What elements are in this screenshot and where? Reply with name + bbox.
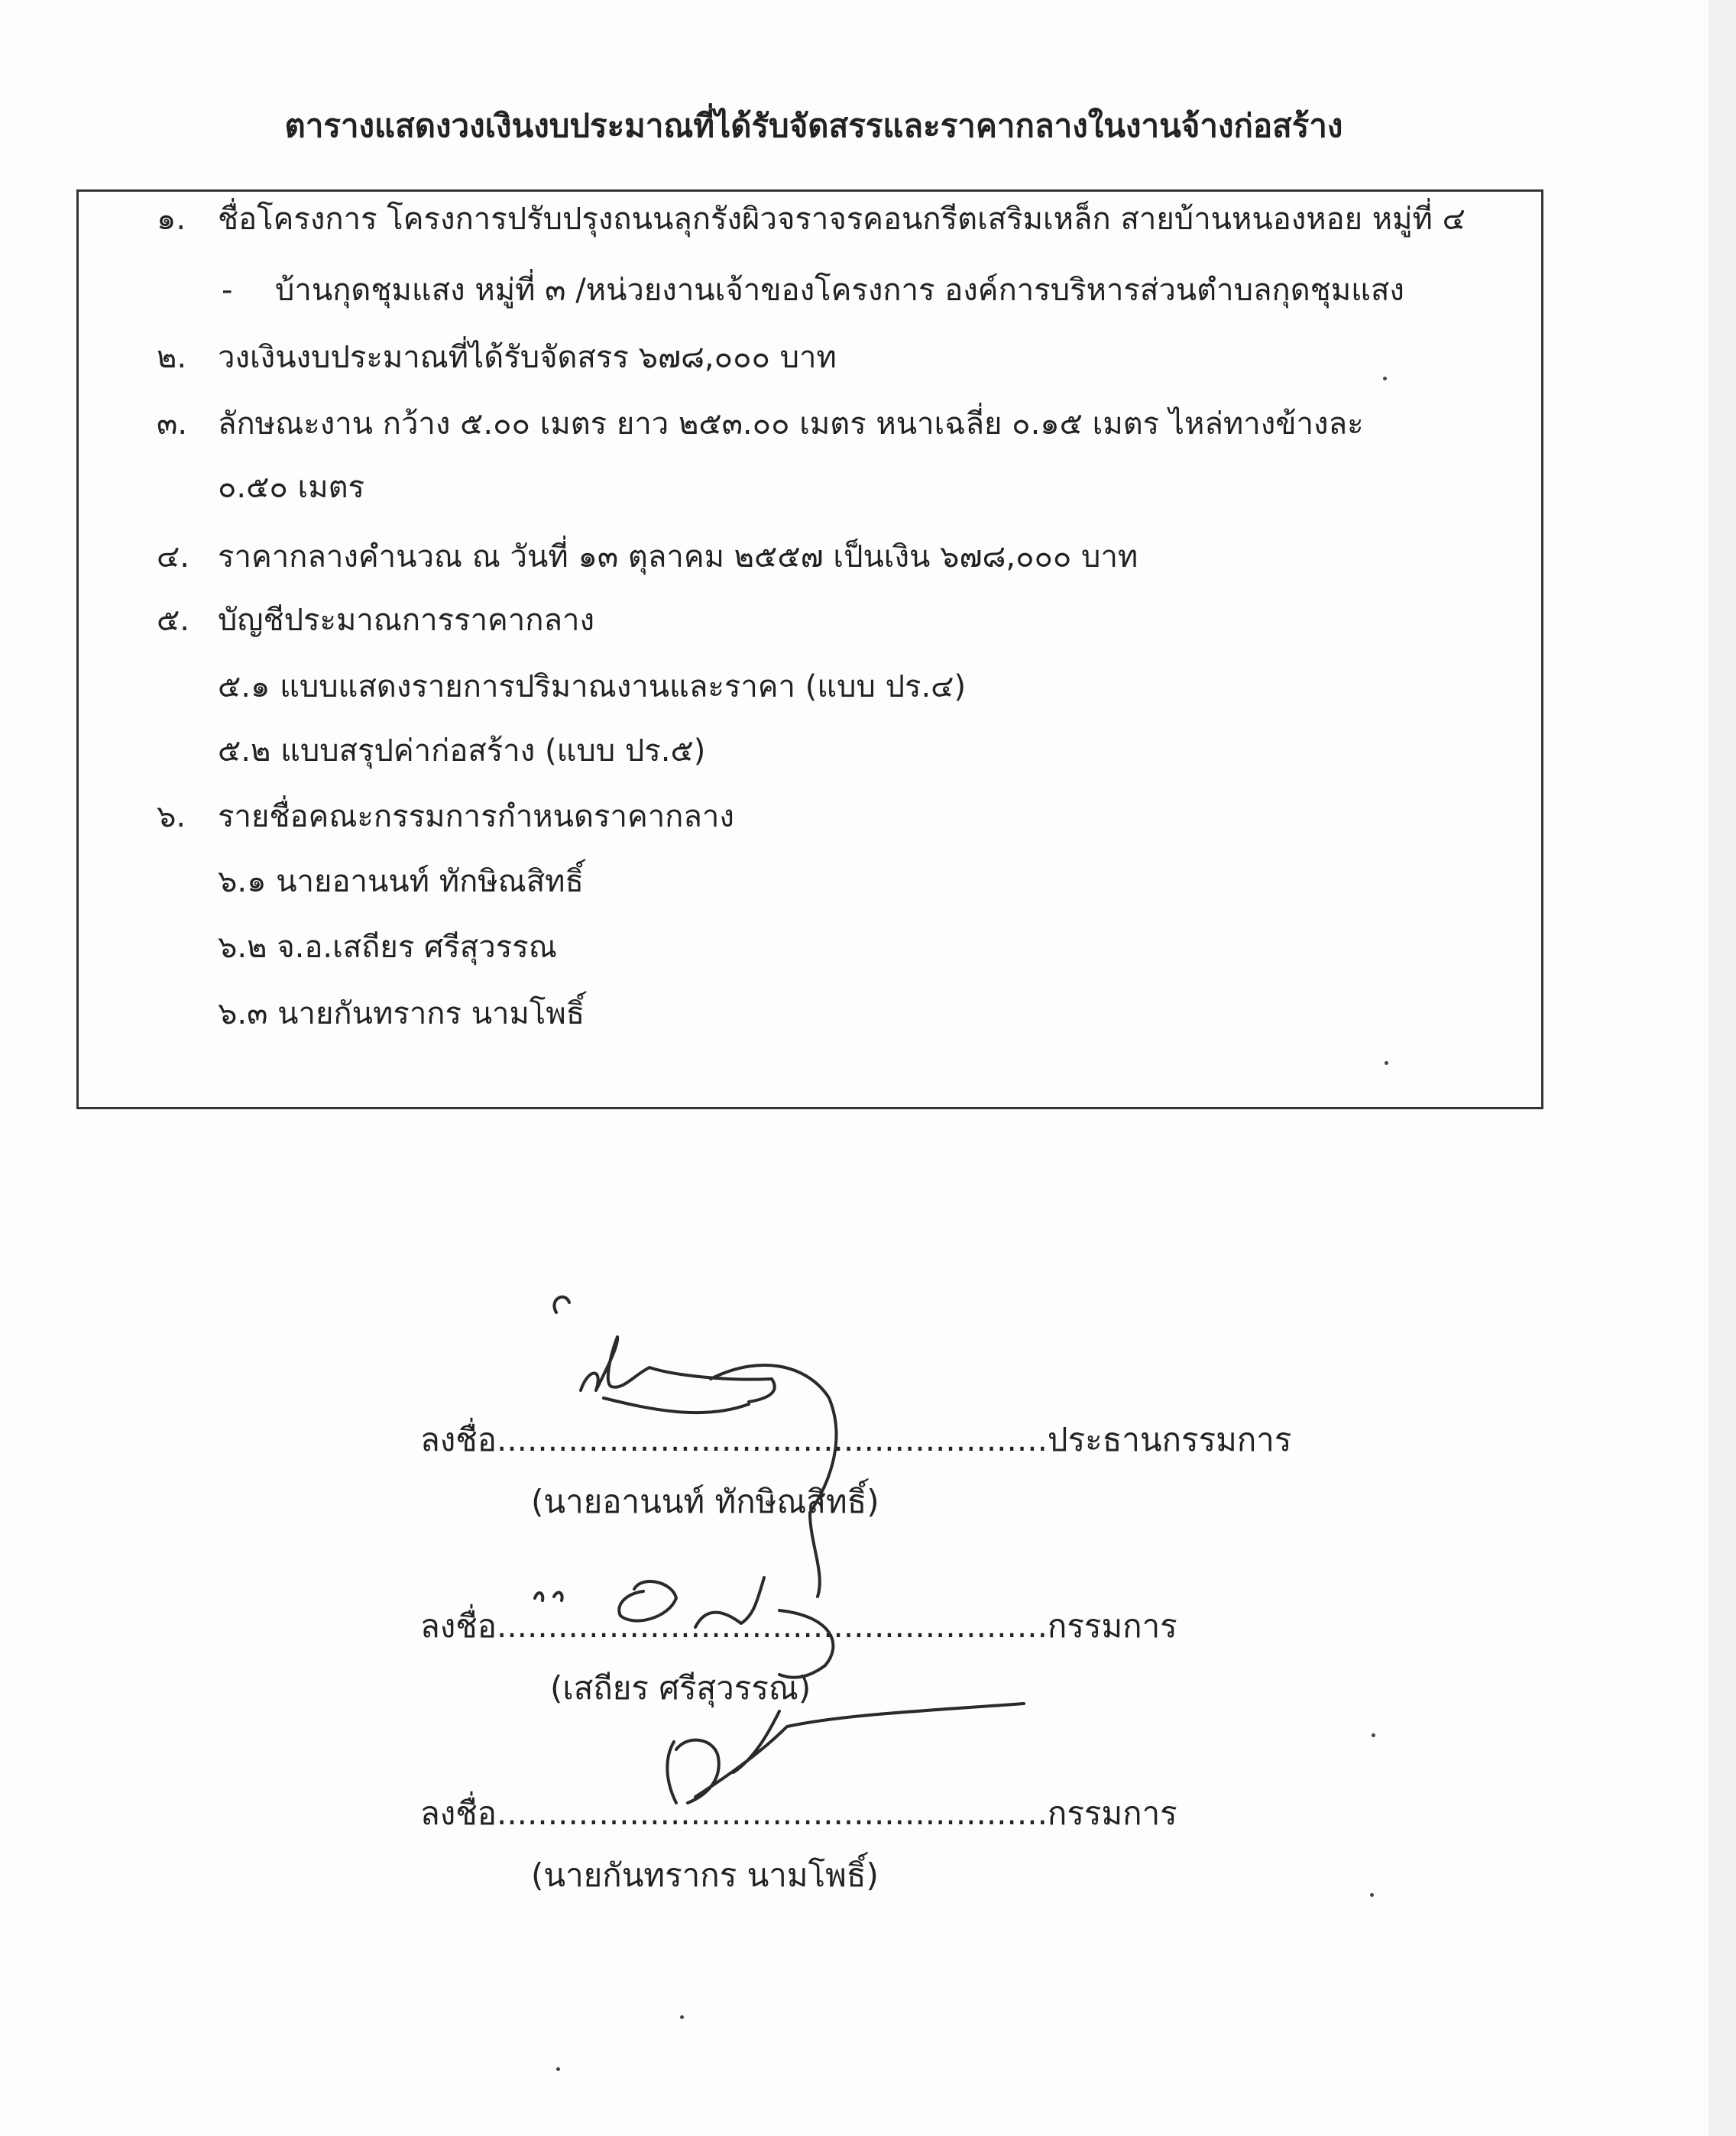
signature-2-stroke <box>535 1578 833 1678</box>
item-5-sub-2: ๕.๒ แบบสรุปค่าก่อสร้าง (แบบ ปร.๕) <box>218 733 706 769</box>
scan-speck <box>1370 1893 1374 1897</box>
item-1-number: ๑. <box>157 202 186 237</box>
sign-label: ลงชื่อ <box>420 1421 497 1458</box>
scan-speck <box>1372 1733 1375 1737</box>
item-1-continuation: บ้านกุดชุมแสง หมู่ที่ ๓ /หน่วยงานเจ้าของโครงการ องค์การบริหารส่วนตำบลกุดชุมแสง <box>275 273 1404 308</box>
scan-speck <box>1383 377 1387 380</box>
item-6-number: ๖. <box>157 799 186 834</box>
scan-speck <box>680 2015 684 2019</box>
item-1-text: ชื่อโครงการ โครงการปรับปรุงถนนลุกรังผิวจราจรคอนกรีตเสริมเหล็ก สายบ้านหนองหอย หมู่ที่ ๔ <box>218 202 1466 237</box>
item-4-number: ๔. <box>157 539 189 574</box>
sign-dots: ...................................................... <box>496 1795 1048 1832</box>
sign-role: กรรมการ <box>1047 1607 1177 1645</box>
item-6-text: รายชื่อคณะกรรมการกำหนดราคากลาง <box>218 799 734 834</box>
sign-role: กรรมการ <box>1047 1795 1177 1832</box>
signature-3-stroke <box>667 1704 1024 1803</box>
signature-1-stroke <box>554 1297 836 1597</box>
item-6-sub-1: ๖.๑ นายอานนท์ ทักษิณสิทธิ์ <box>218 864 584 899</box>
item-5-number: ๕. <box>157 603 189 638</box>
sign-dots: ...................................................... <box>496 1607 1048 1645</box>
item-2-text: วงเงินงบประมาณที่ได้รับจัดสรร ๖๗๘,๐๐๐ บาท <box>218 340 837 375</box>
item-4-text: ราคากลางคำนวณ ณ วันที่ ๑๓ ตุลาคม ๒๕๕๗ เป็นเงิน ๖๗๘,๐๐๐ บาท <box>218 539 1138 574</box>
item-1-dash: - <box>222 273 233 308</box>
sign-dots: ...................................................... <box>496 1421 1048 1458</box>
item-5-sub-1: ๕.๑ แบบแสดงรายการปริมาณงานและราคา (แบบ ปร.๔) <box>218 669 967 704</box>
item-3-text: ลักษณะงาน กว้าง ๕.๐๐ เมตร ยาว ๒๕๓.๐๐ เมตร หนาเฉลี่ย ๐.๑๕ เมตร ไหล่ทางข้างละ <box>218 406 1364 442</box>
item-3-continuation: ๐.๕๐ เมตร <box>218 470 365 505</box>
scan-speck <box>1385 1061 1388 1065</box>
signer-name-1: (นายอานนท์ ทักษิณสิทธิ์) <box>531 1483 879 1520</box>
signer-name-3: (นายกันทรากร นามโพธิ์) <box>531 1856 879 1894</box>
item-3-number: ๓. <box>157 406 188 442</box>
page-title: ตารางแสดงวงเงินงบประมาณที่ได้รับจัดสรรและราคากลางในงานจ้างก่อสร้าง <box>284 107 1343 144</box>
signer-name-2: (เสถียร ศรีสุวรรณ) <box>550 1669 811 1707</box>
sign-role: ประธานกรรมการ <box>1047 1421 1292 1458</box>
item-5-text: บัญชีประมาณการราคากลาง <box>218 603 594 638</box>
item-6-sub-2: ๖.๒ จ.อ.เสถียร ศรีสุวรรณ <box>218 930 557 965</box>
item-6-sub-3: ๖.๓ นายกันทรากร นามโพธิ์ <box>218 996 585 1031</box>
sign-label: ลงชื่อ <box>420 1607 497 1645</box>
item-2-number: ๒. <box>157 340 187 375</box>
scan-speck <box>556 2067 560 2071</box>
sign-label: ลงชื่อ <box>420 1795 497 1832</box>
